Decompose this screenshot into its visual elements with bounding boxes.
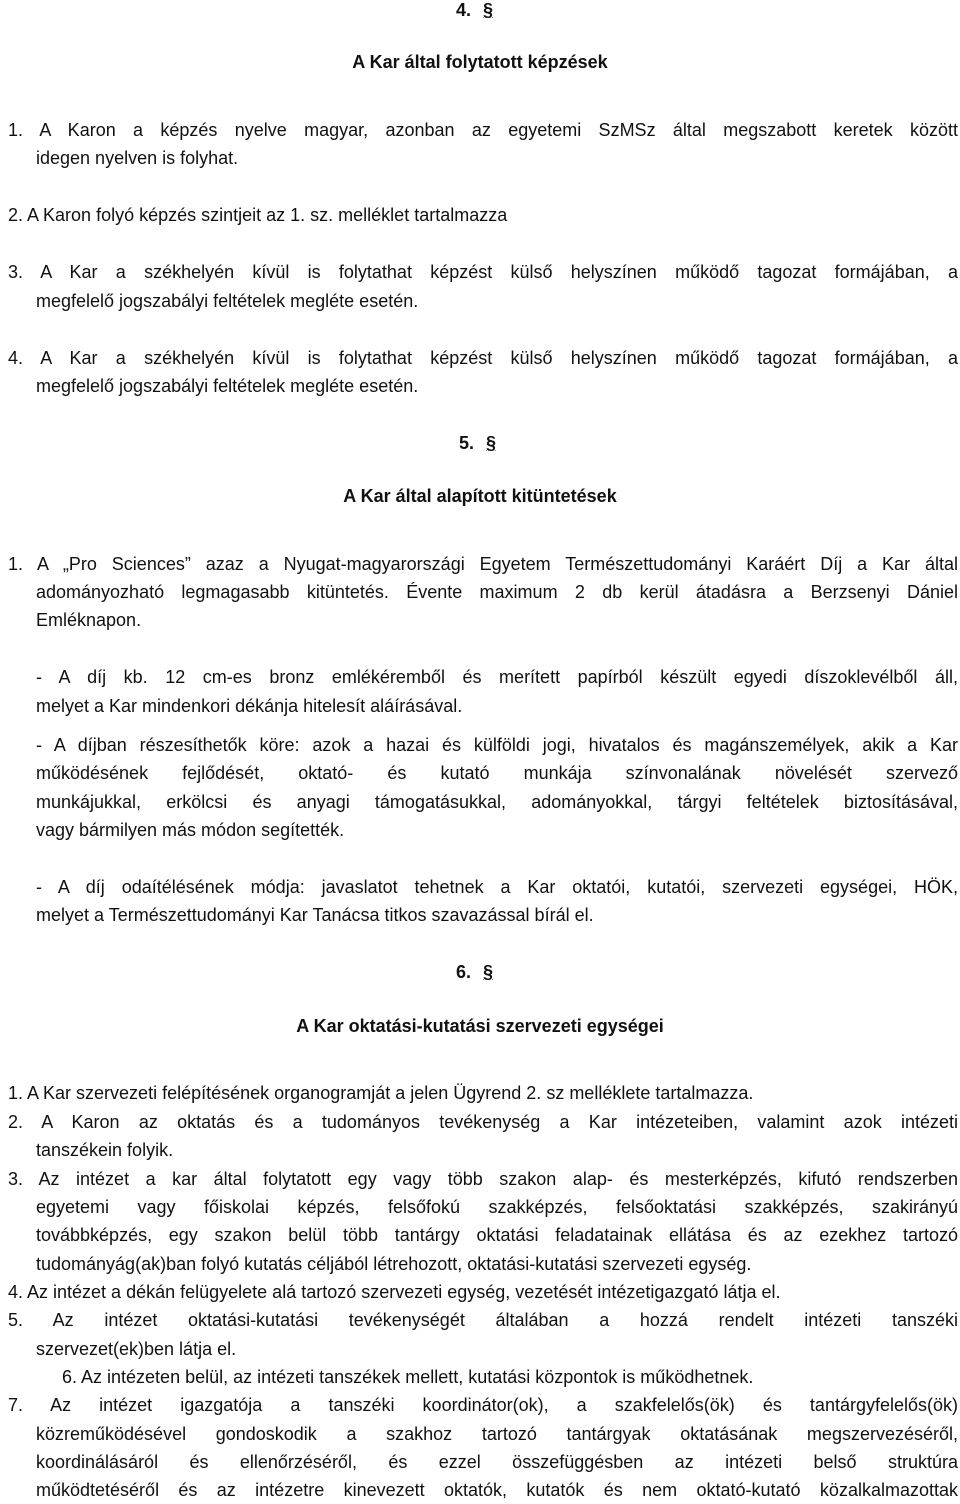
s5-dash-2-line-1: - A díjban részesíthetők köre: azok a hazai és külföldi jogi, hivatalos és magánszemélyek, akik a Kar [36,735,958,755]
paragraph-sign: § [483,0,494,20]
s4-item-4-line-2: megfelelő jogszabályi feltételek megléte esetén. [36,376,419,396]
s4-item-1-line-1: 1. A Karon a képzés nyelve magyar, azonban az egyetemi SzMSz által megszabott keretek között [8,120,958,140]
s6-item-2-line-1: 2. A Karon az oktatás és a tudományos tevékenység a Kar intézeteiben, valamint azok intézeti [8,1112,958,1132]
s6-item-3-line-3: továbbképzés, egy szakon belül több tantárgy oktatási feladatainak ellátása és az ezekhez tartozó [36,1225,958,1245]
s4-item-1-line-2: idegen nyelven is folyhat. [36,148,239,168]
section-5-title: A Kar által alapított kitüntetések [343,486,617,506]
paragraph-sign: § [486,433,497,453]
section-4-title: A Kar által folytatott képzések [352,52,608,72]
s6-item-3-line-2: egyetemi vagy főiskolai képzés, felsőfokú szakképzés, felsőoktatási szakképzés, szakirányú [36,1197,958,1217]
s6-item-6: 6. Az intézeten belül, az intézeti tanszékek mellett, kutatási központok is működhetnek. [62,1367,754,1387]
s4-item-2: 2. A Karon folyó képzés szintjeit az 1. sz. melléklet tartalmazza [8,205,508,225]
s5-dash-2-line-2: működésének fejlődését, oktató- és kutató munkája színvonalának növelését szervező [36,763,958,783]
s6-item-3-line-1: 3. Az intézet a kar által folytatott egy vagy több szakon alap- és mesterképzés, kifutó rendszerben [8,1169,958,1189]
s5-dash-2-line-4: vagy bármilyen más módon segítették. [36,820,345,840]
paragraph-sign: § [483,962,494,982]
s6-item-2-line-2: tanszékein folyik. [36,1140,174,1160]
s6-item-7-line-2: közreműködésével gondoskodik a szakhoz tartozó tantárgyak oktatásának megszervezéséről, [36,1424,958,1444]
s5-dash-3-line-2: melyet a Természettudományi Kar Tanácsa titkos szavazással bírál el. [36,905,594,925]
s6-item-7-line-1: 7. Az intézet igazgatója a tanszéki koordinátor(ok), a szakfelelős(ök) és tantárgyfelelős(ök) [8,1395,958,1415]
s6-item-3-line-4: tudományág(ak)ban folyó kutatás céljából létrehozott, oktatási-kutatási szervezeti egység. [36,1254,752,1274]
s5-dash-1-line-2: melyet a Kar mindenkori dékánja hitelesít aláírásával. [36,696,463,716]
s5-dash-1-line-1: - A díj kb. 12 cm-es bronz emlékéremből és merített papírból készült egyedi díszoklevélből áll, [36,667,958,687]
s4-item-4-line-1: 4. A Kar a székhelyén kívül is folytathat képzést külső helyszínen működő tagozat formájában, a [8,348,958,368]
s4-item-3-line-1: 3. A Kar a székhelyén kívül is folytathat képzést külső helyszínen működő tagozat formájában, a [8,262,958,282]
section-6-title: A Kar oktatási-kutatási szervezeti egységei [296,1016,664,1036]
section-6-heading [456,958,493,986]
s6-item-7-line-3: koordinálásáról és ellenőrzéséről, és ezzel összefüggésben az intézeti belső struktúra [36,1452,958,1472]
section-number: 4. [456,0,472,20]
s5-item-1-line-1: 1. A „Pro Sciences” azaz a Nyugat-magyarországi Egyetem Természettudományi Karáért Díj a Kar által [8,554,958,574]
section-5-heading [459,429,496,457]
s5-item-1-line-2: adományozható legmagasabb kitüntetés. Évente maximum 2 db kerül átadásra a Berzsenyi Dániel [36,582,958,602]
s5-dash-3-line-1: - A díj odaítélésének módja: javaslatot tehetnek a Kar oktatói, kutatói, szervezeti egységei, HÖK, [36,877,958,897]
section-number: 5. [459,433,475,453]
section-number: 6. [456,962,472,982]
s5-item-1-line-3: Emléknapon. [36,610,142,630]
section-4-heading [456,0,493,24]
s6-item-7-line-4: működtetéséről és az intézetre kinevezett oktatók, kutatók és nem oktató-kutató közalkalmazottak [36,1480,958,1500]
s4-item-3-line-2: megfelelő jogszabályi feltételek megléte esetén. [36,291,419,311]
s6-item-1: 1. A Kar szervezeti felépítésének organogramját a jelen Ügyrend 2. sz melléklete tartalmazza. [8,1083,754,1103]
s6-item-5-line-1: 5. Az intézet oktatási-kutatási tevékenységét általában a hozzá rendelt intézeti tanszéki [8,1310,958,1330]
s5-dash-2-line-3: munkájukkal, erkölcsi és anyagi támogatásukkal, adományokkal, tárgyi feltételek biztosításával, [36,792,958,812]
s6-item-4: 4. Az intézet a dékán felügyelete alá tartozó szervezeti egység, vezetését intézetigazgató látja el. [8,1282,781,1302]
s6-item-5-line-2: szervezet(ek)ben látja el. [36,1339,237,1359]
